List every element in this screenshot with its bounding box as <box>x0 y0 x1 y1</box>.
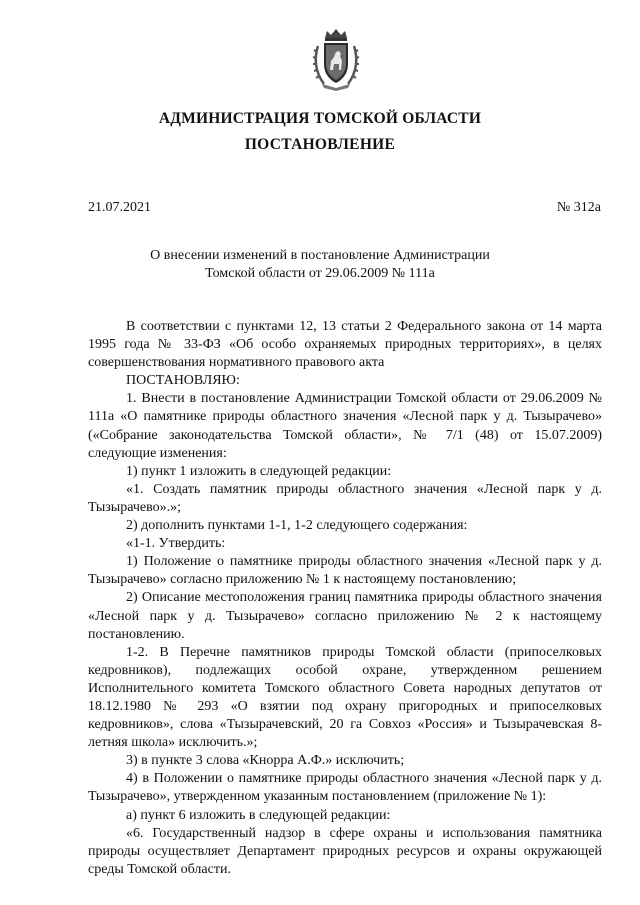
body-paragraph-subitem-4: 4) в Положении о памятнике природы областного значения «Лесной парк у д. Тызырачево», утвержденном указанным постановлением (приложение № 1): <box>88 771 602 805</box>
document-body <box>88 318 602 879</box>
document-number: № 312а <box>556 200 601 215</box>
body-paragraph-quote: 1) Положение о памятнике природы областного значения «Лесной парк у д. Тызырачево» согласно приложению № 1 к настоящему постановлению; <box>88 554 602 588</box>
body-paragraph-quote: «1-1. Утвердить: <box>126 536 226 552</box>
tomsk-coat-of-arms-icon <box>312 28 360 92</box>
body-paragraph-subitem-3: 3) в пункте 3 слова «Кнорра А.Ф.» исключить; <box>126 753 405 769</box>
subject-line: О внесении изменений в постановление Администрации <box>150 248 490 263</box>
subject-line: Томской области от 29.06.2009 № 111а <box>205 266 435 281</box>
body-paragraph-subitem-2: 2) дополнить пунктами 1-1, 1-2 следующего содержания: <box>126 518 468 534</box>
document-date: 21.07.2021 <box>88 200 151 215</box>
body-paragraph-preamble: В соответствии с пунктами 12, 13 статьи 2 Федерального закона от 14 марта 1995 года № 33-ФЗ «Об особо охраняемых природных территориях», в целях совершенствования нормативного правового акта <box>88 319 602 371</box>
body-paragraph-item-1: 1. Внести в постановление Администрации Томской области от 29.06.2009 № 111а «О памятнике природы областного значения «Лесной парк у д. Тызырачево» («Собрание законодательства Томской области», № 7/1 (48) от 15.07.2009) следующие изменения: <box>88 391 602 461</box>
body-paragraph-quote: 1-2. В Перечне памятников природы Томской области (припоселковых кедровников), подлежащих особой охране, утвержденном решением Исполнительного комитета Томского областного Совета народных депутатов от 18.12.1980 № 293 «О взятии под охрану пригородных и припоселковых кедровников», слова «Тызырачевский, 20 га Совхоз «Россия» и Тызырачевская 8-летняя школа» исключить.»; <box>88 644 602 751</box>
document-type-heading: ПОСТАНОВЛЕНИЕ <box>244 136 396 153</box>
document-subject <box>0 247 640 283</box>
body-paragraph-resolve: ПОСТАНОВЛЯЮ: <box>126 373 240 389</box>
body-paragraph-subitem-a: а) пункт 6 изложить в следующей редакции: <box>126 807 391 823</box>
body-paragraph-quote: «1. Создать памятник природы областного значения «Лесной парк у д. Тызырачево».»; <box>88 481 602 515</box>
body-paragraph-quote: «6. Государственный надзор в сфере охраны и использования памятника природы осуществляет Департамент природных ресурсов и охраны окружающей среды Томской области. <box>88 825 602 877</box>
body-paragraph-quote: 2) Описание местоположения границ памятника природы областного значения «Лесной парк у д. Тызырачево» согласно приложению № 2 к настоящему постановлению. <box>88 590 602 642</box>
organization-title: АДМИНИСТРАЦИЯ ТОМСКОЙ ОБЛАСТИ <box>158 110 482 127</box>
body-paragraph-subitem-1: 1) пункт 1 изложить в следующей редакции: <box>126 463 392 479</box>
